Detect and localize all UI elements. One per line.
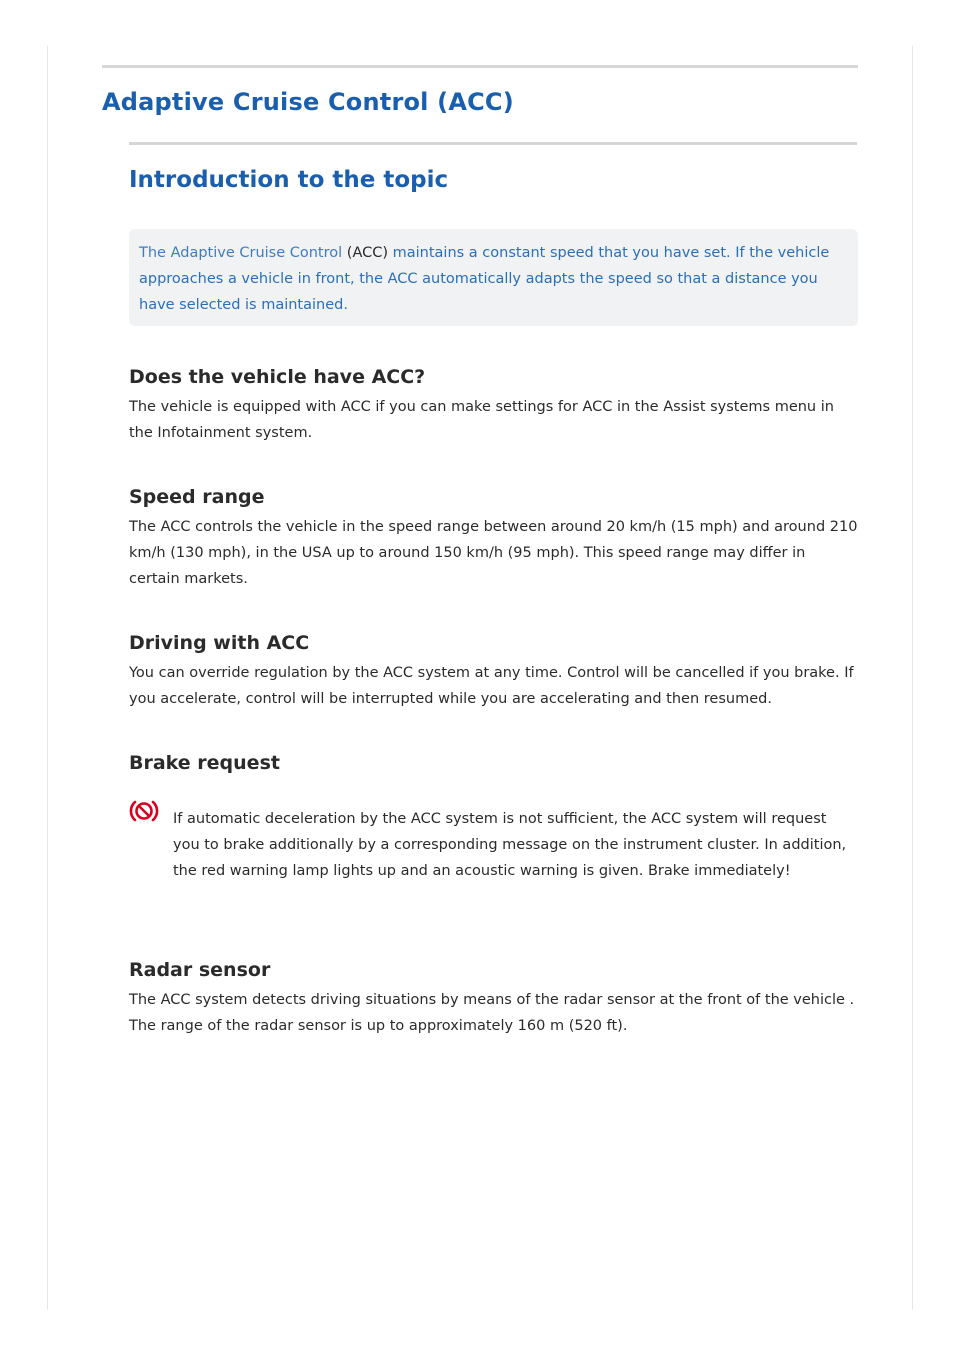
brake-warning-text: If automatic deceleration by the ACC system is not sufficient, the ACC system will request you to brake additionally by a corresponding message on the instrument cluster. In addition, the red warning lamp lights up and an acoustic warning is given. Brake immediately! xyxy=(173,811,847,879)
section-heading: Radar sensor xyxy=(129,959,271,981)
intro-text: maintains a constant speed that you have set. If the vehicle approaches a vehicle in front, the ACC automatically adapts the speed so that a distance you have selected is maintained. xyxy=(139,245,830,313)
topic-title: Introduction to the topic xyxy=(129,167,449,193)
section-heading: Brake request xyxy=(129,752,280,774)
section-body: The ACC controls the vehicle in the speed range between around 20 km/h (15 mph) and around 210 km/h (130 mph), in the USA up to around 150 km/h (95 mph). This speed range may differ in certain markets. xyxy=(129,519,858,587)
section-body: You can override regulation by the ACC system at any time. Control will be cancelled if you brake. If you accelerate, control will be interrupted while you are accelerating and then resumed. xyxy=(129,665,854,707)
intro-box xyxy=(129,229,858,326)
intro-term-link[interactable]: The Adaptive Cruise Control xyxy=(139,245,343,261)
section-radar-sensor xyxy=(129,959,859,1039)
section-heading: Does the vehicle have ACC? xyxy=(129,366,426,388)
page-margin-left xyxy=(47,46,48,1310)
section-body: The vehicle is equipped with ACC if you can make settings for ACC in the Assist systems menu in the Infotainment system. xyxy=(129,399,834,441)
page-margin-right xyxy=(912,46,913,1310)
section-driving-with-acc xyxy=(129,632,859,712)
section-body: The ACC system detects driving situations by means of the radar sensor at the front of the vehicle . The range of the radar sensor is up to approximately 160 m (520 ft). xyxy=(129,992,855,1034)
section-does-vehicle-have-acc xyxy=(129,366,859,446)
title-divider xyxy=(129,142,857,145)
section-speed-range xyxy=(129,486,859,592)
brake-warning-icon xyxy=(129,798,159,824)
section-heading: Driving with ACC xyxy=(129,632,310,654)
chapter-title: Adaptive Cruise Control (ACC) xyxy=(102,88,514,116)
top-divider xyxy=(102,65,858,68)
intro-abbr: (ACC) xyxy=(342,245,393,261)
section-brake-request xyxy=(129,752,859,780)
section-heading: Speed range xyxy=(129,486,265,508)
